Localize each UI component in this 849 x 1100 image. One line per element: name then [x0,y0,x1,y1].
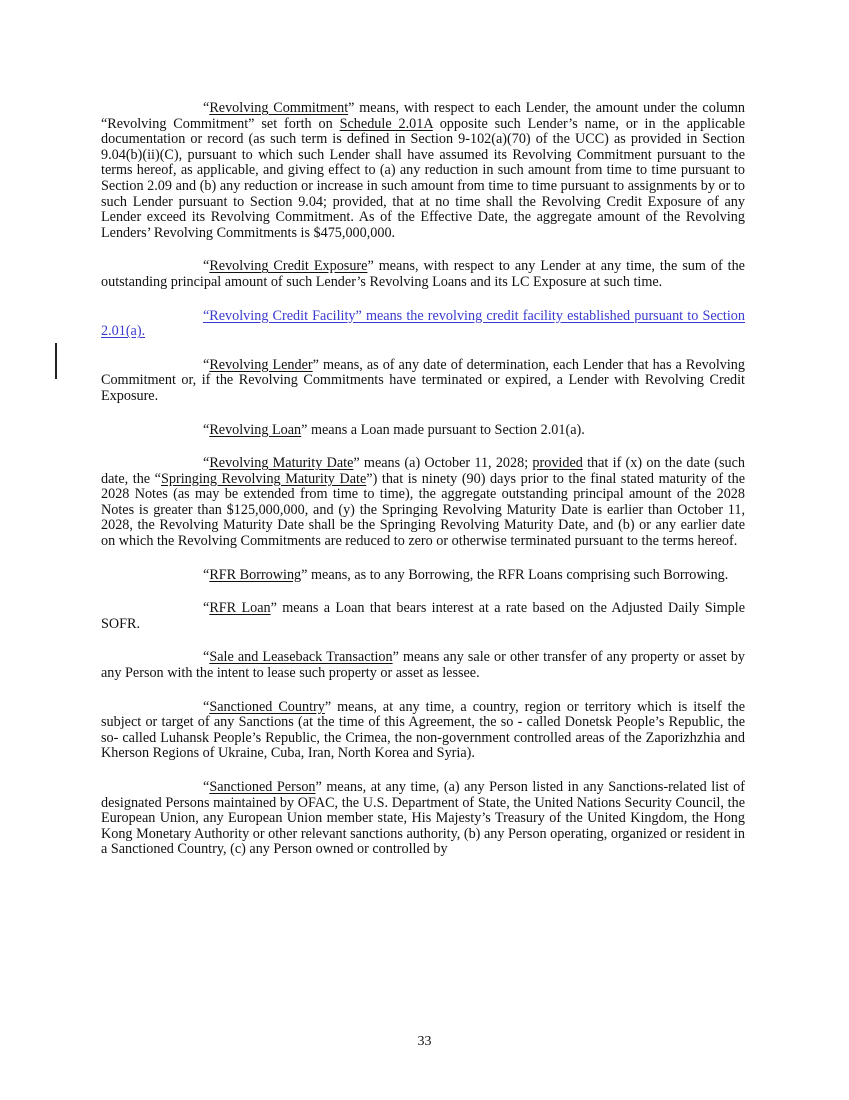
definition-sanctioned-person [101,780,745,858]
definition-text: “ [203,649,210,666]
definition-text: ” means, as to any Borrowing, the RFR Loans comprising such Borrowing. [301,566,729,583]
definition-sanctioned-country [101,700,745,762]
definition-text: ” means, at any time, a country, region or territory which is itself the subject or target of any Sanctions (at the time of this Agreement, the so - called Donetsk People’s Republic, the so- called Luhansk People’s Republic, the Crimea, the non-government controlled areas of the Zaporizhzhia and Kherson Regions of Ukraine, Cuba, Iran, North Korea and Syria). [101,698,746,762]
definition-text: ” means, at any time, (a) any Person listed in any Sanctions-related list of designated Persons maintained by OFAC, the U.S. Department of State, the United Nations Security Council, the European Union, any European Union member state, His Majesty’s Treasury of the United Kingdom, the Hong Kong Monetary Authority or other relevant sanctions authority, (b) any Person operating, organized or resident in a Sanctioned Country, (c) any Person owned or controlled by [101,779,745,858]
definition-text: “ [203,600,210,617]
definition-revolving-credit-exposure [101,259,745,290]
definition-revolving-commitment [101,101,745,241]
definition-revolving-loan [101,423,745,439]
definition-text: opposite such Lender’s name, or in the applicable documentation or record (as such term is defined in Section 9-102(a)(70) of the UCC) as provided in Section 9.04(b)(ii)(C), pursuant to which such Lender shall have assumed its Revolving Commitment pursuant to the terms hereof, as applicable, and giving effect to (a) any reduction in such amount from time to time pursuant to Section 2.09 and (b) any reduction or increase in such amount from time to time pursuant to assignments by or to such Lender pursuant to Section 9.04; provided, that at no time shall the Revolving Credit Exposure of any Lender exceed its Revolving Commitment. As of the Effective Date, the aggregate amount of the Revolving Lenders’ Revolving Commitments is $475,000,000. [101,115,745,241]
inserted-text: “Revolving Credit Facility” means the revolving credit facility established pursuant to Section 2.01(a). [101,307,745,340]
defined-term: Revolving Maturity Date [209,455,354,472]
definitions-body [101,101,745,876]
definition-text: ” means, with respect to each Lender, the amount under the column “Revolving Commitment” set forth on [101,100,745,132]
defined-term: Sanctioned Person [209,779,316,795]
defined-term: provided [532,455,583,472]
definition-text: ”) that is ninety (90) days prior to the final stated maturity of the 2028 Notes (as may be extended from time to time), the aggregate outstanding principal amount of the 2028 Notes is greater than $125,000,000, and (y) the Springing Revolving Maturity Date is earlier than October 11, 2028, the Revolving Maturity Date shall be the Springing Revolving Maturity Date, and (b) or any earlier date on which the Revolving Commitments are reduced to zero or otherwise terminated pursuant to the terms hereof. [101,470,746,550]
defined-term: RFR Loan [209,600,271,617]
definition-text: ” means a Loan that bears interest at a rate based on the Adjusted Daily Simple SOFR. [101,600,745,632]
defined-term: Revolving Lender [209,356,313,373]
definition-sale-and-leaseback-transaction [101,650,745,681]
definition-text: that if (x) on the date (such date, the “ [101,455,745,487]
defined-term: Sale and Leaseback Transaction [209,649,393,666]
definition-rfr-loan [101,601,745,632]
defined-term: Sanctioned Country [209,698,325,715]
defined-term: Revolving Loan [209,421,302,438]
definition-text: “ [203,779,210,795]
defined-term: Schedule 2.01A [339,115,433,132]
definition-text: “ [203,698,210,715]
definition-text: ” means, as of any date of determination, each Lender that has a Revolving Commitment or, if the Revolving Commitments have terminated or expired, a Lender with Revolving Credit Exposure. [101,356,745,404]
definition-text: “ [203,100,210,116]
definition-text: ” means any sale or other transfer of any property or asset by any Person with the intent to lease such property or asset as lessee. [101,649,746,682]
definition-text: ” means (a) October 11, 2028; [353,455,533,472]
definition-text: ” means, with respect to any Lender at any time, the sum of the outstanding principal amount of such Lender’s Revolving Loans and its LC Exposure at such time. [101,258,745,290]
definition-rfr-borrowing [101,568,745,584]
definition-text: “ [203,356,210,373]
defined-term: Springing Revolving Maturity Date [160,470,367,487]
definition-text: “ [203,421,210,438]
definition-text: “ [203,566,210,583]
definition-text: “ [203,258,210,275]
definition-revolving-maturity-date [101,456,745,550]
defined-term: RFR Borrowing [209,566,302,583]
definition-revolving-lender [101,358,745,405]
definition-revolving-credit-facility [101,309,745,340]
defined-term: Revolving Commitment [209,100,349,116]
definition-text: ” means a Loan made pursuant to Section 2.01(a). [301,421,585,438]
defined-term: Revolving Credit Exposure [209,258,368,275]
page-number: 33 [417,1034,432,1049]
revision-change-bar [55,343,57,379]
definition-text: “ [203,455,210,472]
